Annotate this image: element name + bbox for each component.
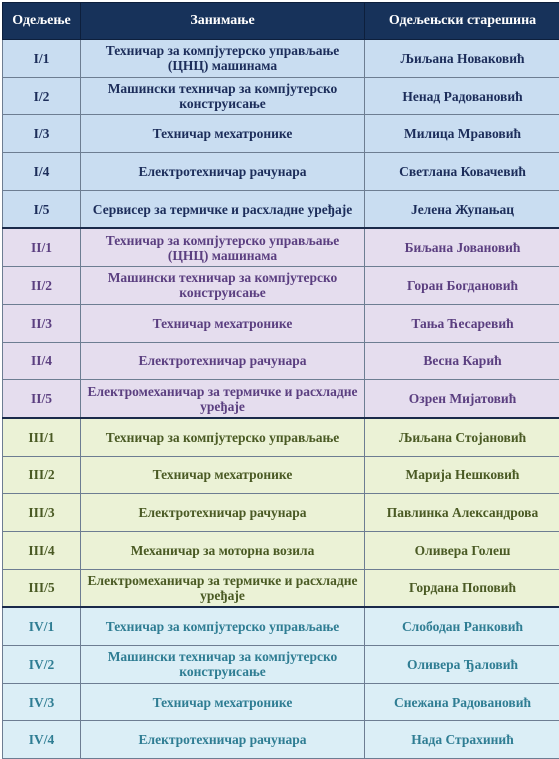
cell-profession: Техничар за компјутерско управљање (ЦНЦ) машинама bbox=[81, 40, 365, 78]
cell-class: III/5 bbox=[3, 569, 81, 607]
cell-class: III/2 bbox=[3, 456, 81, 494]
cell-teacher: Тања Ћесаревић bbox=[365, 304, 559, 342]
cell-class: IV/1 bbox=[3, 607, 81, 645]
table-row bbox=[3, 153, 559, 191]
cell-class: I/2 bbox=[3, 77, 81, 115]
table-row bbox=[3, 683, 559, 721]
cell-class: IV/4 bbox=[3, 721, 81, 759]
cell-teacher: Слободан Ранковић bbox=[365, 607, 559, 645]
class-teachers-table-container bbox=[2, 2, 557, 759]
header-profession: Занимање bbox=[81, 3, 365, 40]
table-row bbox=[3, 115, 559, 153]
table-row bbox=[3, 418, 559, 456]
cell-profession: Електротехничар рачунара bbox=[81, 494, 365, 532]
cell-class: I/4 bbox=[3, 153, 81, 191]
table-row bbox=[3, 646, 559, 684]
cell-class: II/2 bbox=[3, 267, 81, 305]
cell-teacher: Љиљана Новаковић bbox=[365, 40, 559, 78]
cell-profession: Електромеханичар за термичке и расхладне уређаје bbox=[81, 569, 365, 607]
cell-profession: Електромеханичар за термичке и расхладне уређаје bbox=[81, 380, 365, 418]
table-row bbox=[3, 721, 559, 759]
cell-class: II/5 bbox=[3, 380, 81, 418]
cell-teacher: Ненад Радовановић bbox=[365, 77, 559, 115]
cell-teacher: Снежана Радовановић bbox=[365, 683, 559, 721]
table-row bbox=[3, 267, 559, 305]
cell-profession: Машински техничар за компјутерско конструисање bbox=[81, 646, 365, 684]
cell-profession: Техничар за компјутерско управљање bbox=[81, 607, 365, 645]
cell-profession: Техничар мехатронике bbox=[81, 683, 365, 721]
cell-teacher: Јелена Жупањац bbox=[365, 190, 559, 228]
cell-class: I/1 bbox=[3, 40, 81, 78]
cell-class: III/3 bbox=[3, 494, 81, 532]
table-row bbox=[3, 342, 559, 380]
table-row bbox=[3, 228, 559, 266]
cell-profession: Машински техничар за компјутерско конструисање bbox=[81, 77, 365, 115]
cell-class: I/3 bbox=[3, 115, 81, 153]
table-row bbox=[3, 40, 559, 78]
cell-profession: Техничар за компјутерско управљање (ЦНЦ) машинама bbox=[81, 228, 365, 266]
table-header-row bbox=[3, 3, 559, 40]
cell-class: III/4 bbox=[3, 531, 81, 569]
cell-profession: Машински техничар за компјутерско конструисање bbox=[81, 267, 365, 305]
cell-teacher: Павлинка Александрова bbox=[365, 494, 559, 532]
table-row bbox=[3, 190, 559, 228]
table-row bbox=[3, 607, 559, 645]
cell-profession: Техничар мехатронике bbox=[81, 304, 365, 342]
cell-teacher: Биљана Јовановић bbox=[365, 228, 559, 266]
table-row bbox=[3, 456, 559, 494]
table-row bbox=[3, 531, 559, 569]
cell-class: I/5 bbox=[3, 190, 81, 228]
cell-profession: Електротехничар рачунара bbox=[81, 721, 365, 759]
header-class: Одељење bbox=[3, 3, 81, 40]
class-teachers-table bbox=[2, 2, 559, 759]
cell-teacher: Милица Мравовић bbox=[365, 115, 559, 153]
cell-teacher: Озрен Мијатовић bbox=[365, 380, 559, 418]
header-teacher: Одељењски старешина bbox=[365, 3, 559, 40]
cell-profession: Техничар мехатронике bbox=[81, 456, 365, 494]
cell-profession: Сервисер за термичке и расхладне уређаје bbox=[81, 190, 365, 228]
table-row bbox=[3, 380, 559, 418]
cell-profession: Техничар мехатронике bbox=[81, 115, 365, 153]
table-row bbox=[3, 569, 559, 607]
cell-teacher: Оливера Ђаловић bbox=[365, 646, 559, 684]
cell-class: IV/2 bbox=[3, 646, 81, 684]
cell-class: II/4 bbox=[3, 342, 81, 380]
cell-teacher: Светлана Ковачевић bbox=[365, 153, 559, 191]
cell-profession: Техничар за компјутерско управљање bbox=[81, 418, 365, 456]
cell-class: IV/3 bbox=[3, 683, 81, 721]
table-row bbox=[3, 304, 559, 342]
cell-teacher: Горан Богдановић bbox=[365, 267, 559, 305]
cell-class: III/1 bbox=[3, 418, 81, 456]
cell-teacher: Весна Карић bbox=[365, 342, 559, 380]
cell-profession: Електротехничар рачунара bbox=[81, 153, 365, 191]
table-row bbox=[3, 494, 559, 532]
cell-class: II/3 bbox=[3, 304, 81, 342]
cell-teacher: Нада Страхинић bbox=[365, 721, 559, 759]
cell-profession: Механичар за моторна возила bbox=[81, 531, 365, 569]
cell-class: II/1 bbox=[3, 228, 81, 266]
cell-profession: Електротехничар рачунара bbox=[81, 342, 365, 380]
cell-teacher: Марија Нешковић bbox=[365, 456, 559, 494]
cell-teacher: Гордана Поповић bbox=[365, 569, 559, 607]
cell-teacher: Оливера Голеш bbox=[365, 531, 559, 569]
table-row bbox=[3, 77, 559, 115]
table-body bbox=[3, 40, 559, 759]
cell-teacher: Љиљана Стојановић bbox=[365, 418, 559, 456]
